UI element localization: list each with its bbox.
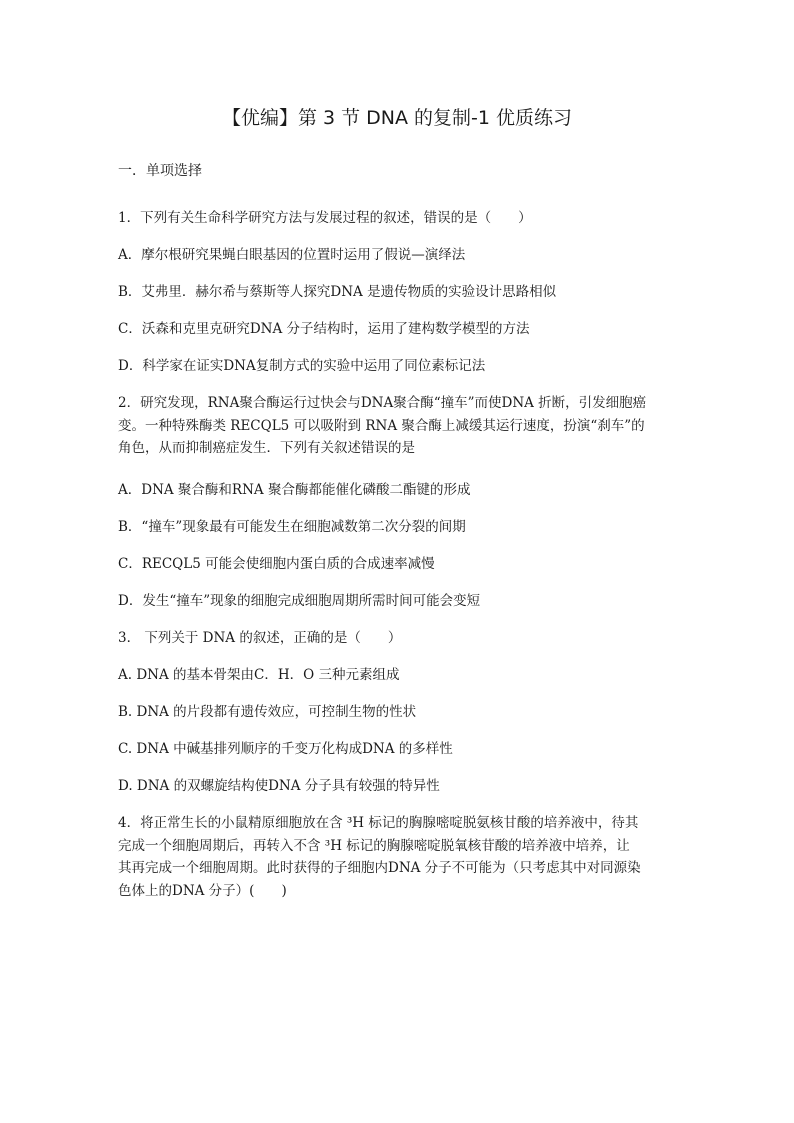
question-1-option-d: D．科学家在证实DNA复制方式的实验中运用了同位素标记法 [118,358,486,374]
question-1-option-a: A．摩尔根研究果蝇白眼基因的位置时运用了假说—演绎法 [118,247,466,263]
question-3-stem: 3． 下列关于 DNA 的叙述，正确的是（ ） [118,630,402,646]
question-3-option-b: B. DNA 的片段都有遗传效应，可控制生物的性状 [118,704,417,720]
question-2-stem [118,392,688,460]
question-1-stem: 1．下列有关生命科学研究方法与发展过程的叙述，错误的是（ ） [118,210,532,226]
section-heading: 一．单项选择 [118,163,202,179]
question-4-stem [118,812,688,902]
question-4-stem-line: 色体上的DNA 分子）( ) [118,882,287,899]
document-title: 【优编】第 3 节 DNA 的复制-1 优质练习 [221,107,573,129]
question-4-stem-line: 完成一个细胞周期后，再转入不含 ³H 标记的胸腺嘧啶脱氧核苷酸的培养液中培养，让 [118,837,630,854]
question-2-stem-line: 变。一种特殊酶类 RECQL5 可以吸附到 RNA 聚合酶上减缓其运行速度，扮演“刹车”的 [118,417,645,434]
question-4-stem-line: 4．将正常生长的小鼠精原细胞放在含 ³H 标记的胸腺嘧啶脱氨核甘酸的培养液中，待其 [118,815,639,831]
question-3-option-d: D. DNA 的双螺旋结构使DNA 分子具有较强的特异性 [118,778,440,794]
question-2-stem-line: 2．研究发现，RNA聚合酶运行过快会与DNA聚合酶“撞车”而使DNA 折断，引发细胞癌 [118,395,647,411]
question-1-option-c: C．沃森和克里克研究DNA 分子结构时，运用了建构数学模型的方法 [118,321,530,337]
question-2-option-d: D．发生“撞车”现象的细胞完成细胞周期所需时间可能会变短 [118,593,481,609]
question-4-stem-line: 其再完成一个细胞周期。此时获得的子细胞内DNA 分子不可能为（只考虑其中对同源染 [118,860,641,876]
question-2-option-a: A．DNA 聚合酶和RNA 聚合酶都能催化磷酸二酯键的形成 [118,482,471,498]
question-3-option-a: A. DNA 的基本骨架由C．H．O 三种元素组成 [118,667,400,683]
question-2-option-c: C．RECQL5 可能会使细胞内蛋白质的合成速率减慢 [118,556,435,572]
question-3-option-c: C. DNA 中碱基排列顺序的千变万化构成DNA 的多样性 [118,741,453,757]
question-2-option-b: B．“撞车”现象最有可能发生在细胞减数第二次分裂的间期 [118,519,466,535]
question-1-option-b: B．艾弗里．赫尔希与蔡斯等人探究DNA 是遗传物质的实验设计思路相似 [118,284,557,300]
question-2-stem-line: 角色，从而抑制癌症发生．下列有关叙述错误的是 [118,440,415,456]
